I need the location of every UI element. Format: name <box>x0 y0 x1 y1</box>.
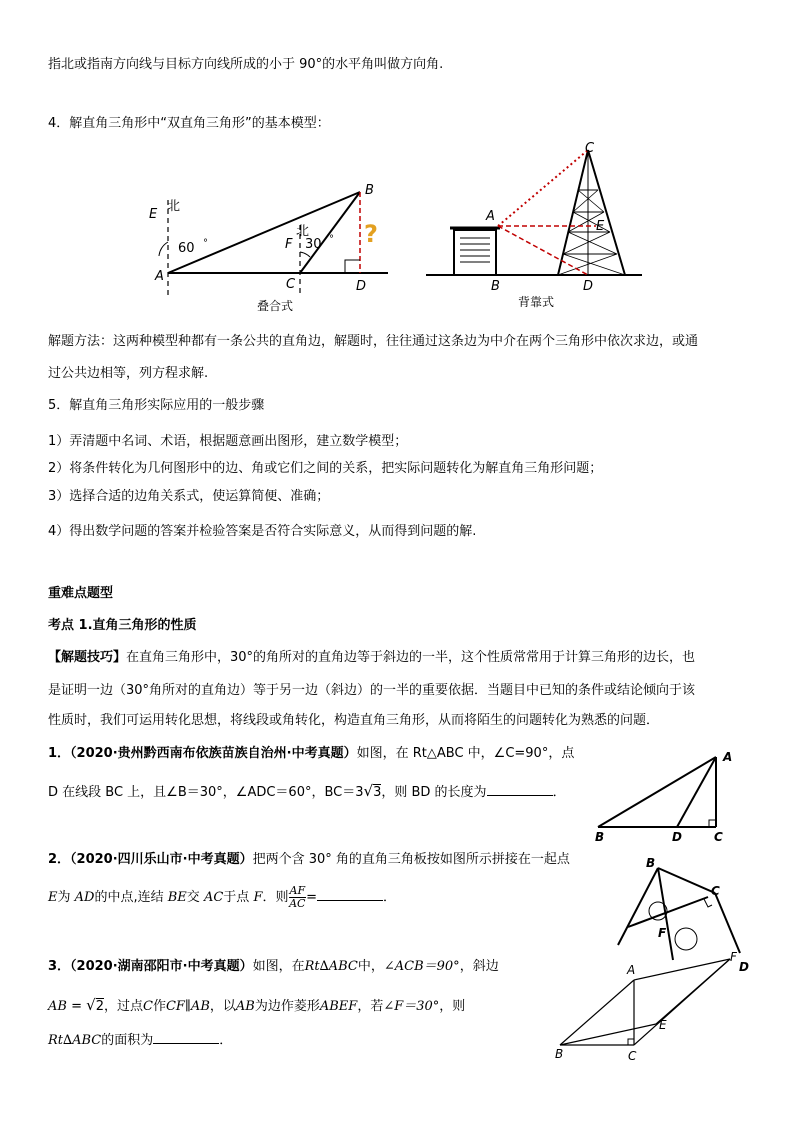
q3-cf: CF∥AB <box>165 999 210 1014</box>
fig2-label-A: A <box>486 209 495 224</box>
fig2-label-E: E <box>596 219 605 234</box>
q2-F: F <box>253 890 263 905</box>
q2-w3: 交 <box>186 890 200 905</box>
steps-title: 5．解直角三角形实际应用的一般步骤 <box>48 398 265 413</box>
step-3: 3）选择合适的边角关系式，使运算简便、准确； <box>48 489 330 504</box>
q2-frac-num: AF <box>289 884 306 897</box>
fig2-label-D: D <box>583 279 594 294</box>
fig2-label-B: B <box>491 279 500 294</box>
q1-source: （2020·贵州黔西南布依族苗族自治州·中考真题） <box>70 746 357 761</box>
fig2-label-C: C <box>585 141 595 156</box>
q2-line-1 <box>48 851 570 869</box>
q2-E: E <box>48 890 58 905</box>
fig5-label-B: B <box>555 1047 564 1061</box>
method-line-2: 过公共边相等，列方程求解. <box>48 366 209 381</box>
q3-ab: AB <box>48 999 67 1014</box>
fig3-label-C: C <box>714 830 723 844</box>
tip-line-2: 是证明一边（30°角所对的直角边）等于另一边（斜边）的一半的重要依据．当题目中已知的条件或结论倾向于该 <box>48 683 696 698</box>
step-1: 1）弄清题中名词、术语，根据题意画出图形，建立数学模型； <box>48 434 408 449</box>
figure-q3-rhombus <box>548 950 758 1065</box>
fig3-label-A: A <box>723 750 733 764</box>
fig1-degree-1: ° <box>203 238 208 249</box>
q1-answer-blank[interactable] <box>487 783 553 796</box>
q1-line-2 <box>48 782 566 802</box>
fig1-north-label-2: 北 <box>296 224 310 239</box>
fig1-degree-2: ° <box>329 234 334 245</box>
q3-t1b: 中， <box>357 959 384 974</box>
step-2: 2）将条件转化为几何图形中的边、角或它们之间的关系，把实际问题转化为解直角三角形问题； <box>48 461 603 476</box>
fig3-label-D: D <box>672 830 682 844</box>
q3-angle: ∠ACB＝90° <box>383 959 460 974</box>
q2-text-1: 把两个含 30° 角的直角三角板按如图所示拼接在一起点 <box>252 852 570 867</box>
q1-line-1 <box>48 745 574 763</box>
text-line-direction-angle: 指北或指南方向线与目标方向线所成的小于 90°的水平角叫做方向角. <box>48 57 444 72</box>
q2-AD: AD <box>74 890 95 905</box>
q2-w4: 于点 <box>223 890 250 905</box>
figure-q1-triangle <box>590 745 740 845</box>
q2-end: ． <box>382 890 396 905</box>
q3-eq: = <box>66 999 87 1014</box>
q1-number: 1． <box>48 746 71 761</box>
q1-text-2a: D 在线段 BC 上，且∠B＝30°，∠ADC＝60°，BC＝3 <box>48 785 364 800</box>
q2-line-2 <box>48 880 396 916</box>
q2-frac-den: AC <box>289 897 306 910</box>
q3-answer-blank[interactable] <box>153 1031 219 1044</box>
q3-number: 3． <box>48 959 71 974</box>
q3-end: ． <box>219 1033 233 1048</box>
fig5-label-A: A <box>627 963 636 977</box>
fig1-label-E: E <box>149 207 158 222</box>
fig1-label-A: A <box>155 269 164 284</box>
q3-t2d: 为边作菱形 <box>254 999 320 1014</box>
fig1-angle-30: 30 <box>305 237 322 252</box>
q2-answer-blank[interactable] <box>317 888 383 901</box>
figure-overlap-model <box>145 180 395 315</box>
fig3-label-B: B <box>595 830 605 844</box>
q3-angf: ∠F＝30° <box>383 999 440 1014</box>
q1-sqrt-sign: √ <box>363 782 374 800</box>
q3-t2a: ，过点 <box>103 999 143 1014</box>
fig5-label-F: F <box>730 950 737 964</box>
q2-eq: = <box>306 890 317 905</box>
fig1-north-label-1: 北 <box>167 199 181 214</box>
q3-c: C <box>142 999 153 1014</box>
q2-BE: BE <box>167 890 187 905</box>
q1-text-1: 如图，在 Rt△ABC 中，∠C=90°，点 <box>356 746 575 761</box>
fig1-label-D: D <box>356 279 367 294</box>
q3-line-3 <box>48 1031 232 1050</box>
fig1-caption: 叠合式 <box>257 299 294 313</box>
section-heading: 重难点题型 <box>48 586 114 601</box>
q1-text-2b: ，则 BD 的长度为 <box>381 785 487 800</box>
q3-t1c: ，斜边 <box>459 959 499 974</box>
figure-back-to-back-model <box>420 140 660 310</box>
q3-t2f: ，则 <box>439 999 466 1014</box>
fig4-label-F: F <box>658 926 667 940</box>
kaodian-heading: 考点 1.直角三角形的性质 <box>48 618 197 633</box>
q1-sqrt-value: 3 <box>373 785 382 800</box>
q3-sqrt-value: 2 <box>95 999 104 1014</box>
fig2-caption: 背靠式 <box>518 295 555 309</box>
tip-line-1 <box>48 649 695 667</box>
q1-end: ． <box>552 785 566 800</box>
section-item-4-title: 4．解直角三角形中“双直角三角形”的基本模型： <box>48 116 330 131</box>
fig4-label-B: B <box>646 856 656 870</box>
fig4-label-D: D <box>739 960 749 974</box>
q2-source: （2020·四川乐山市·中考真题） <box>70 852 253 867</box>
fig1-label-F: F <box>285 237 293 252</box>
q3-t2c: ，以 <box>209 999 236 1014</box>
q3-line-1 <box>48 958 499 976</box>
q2-AC: AC <box>203 890 224 905</box>
fig1-angle-60: 60 <box>178 241 195 256</box>
fig1-label-B: B <box>365 183 374 198</box>
q3-source: （2020·湖南邵阳市·中考真题） <box>70 959 253 974</box>
q3-t1a: 如图，在 <box>252 959 305 974</box>
step-4: 4）得出数学问题的答案并检验答案是否符合实际意义，从而得到问题的解. <box>48 524 477 539</box>
q3-rt2: Rt∆ABC <box>48 1033 102 1048</box>
q2-number: 2． <box>48 852 71 867</box>
fig4-label-C: C <box>711 884 720 898</box>
tip-line-3: 性质时，我们可运用转化思想，将线段或角转化，构造直角三角形，从而将陌生的问题转化为熟悉的问题． <box>48 713 660 728</box>
q2-w2: 的中点,连结 <box>94 890 164 905</box>
tip-text-1: 在直角三角形中，30°的角所对的直角边等于斜边的一半，这个性质常常用于计算三角形的边长，也 <box>126 650 696 665</box>
q3-line-2 <box>48 996 465 1016</box>
tip-label: 【解题技巧】 <box>48 650 127 665</box>
q3-ab2: AB <box>235 999 255 1014</box>
q3-sqrt-sign: √ <box>86 996 96 1014</box>
fig5-label-E: E <box>659 1018 667 1032</box>
q3-abef: ABEF <box>319 999 358 1014</box>
q3-t3: 的面积为 <box>101 1033 154 1048</box>
q3-rt: Rt∆ABC <box>304 959 358 974</box>
q3-t2e: ，若 <box>357 999 384 1014</box>
fig1-question-mark: ? <box>364 220 378 248</box>
q2-w1: 为 <box>57 890 71 905</box>
fig5-label-C: C <box>628 1049 637 1063</box>
q2-w5: ．则 <box>262 890 289 905</box>
q2-fraction <box>289 885 307 910</box>
fig1-label-C: C <box>286 277 296 292</box>
q3-t2b: 作 <box>152 999 166 1014</box>
method-line-1: 解题方法：这两种模型种都有一条公共的直角边，解题时，往往通过这条边为中介在两个三角形中依次求边，或通 <box>48 334 699 349</box>
